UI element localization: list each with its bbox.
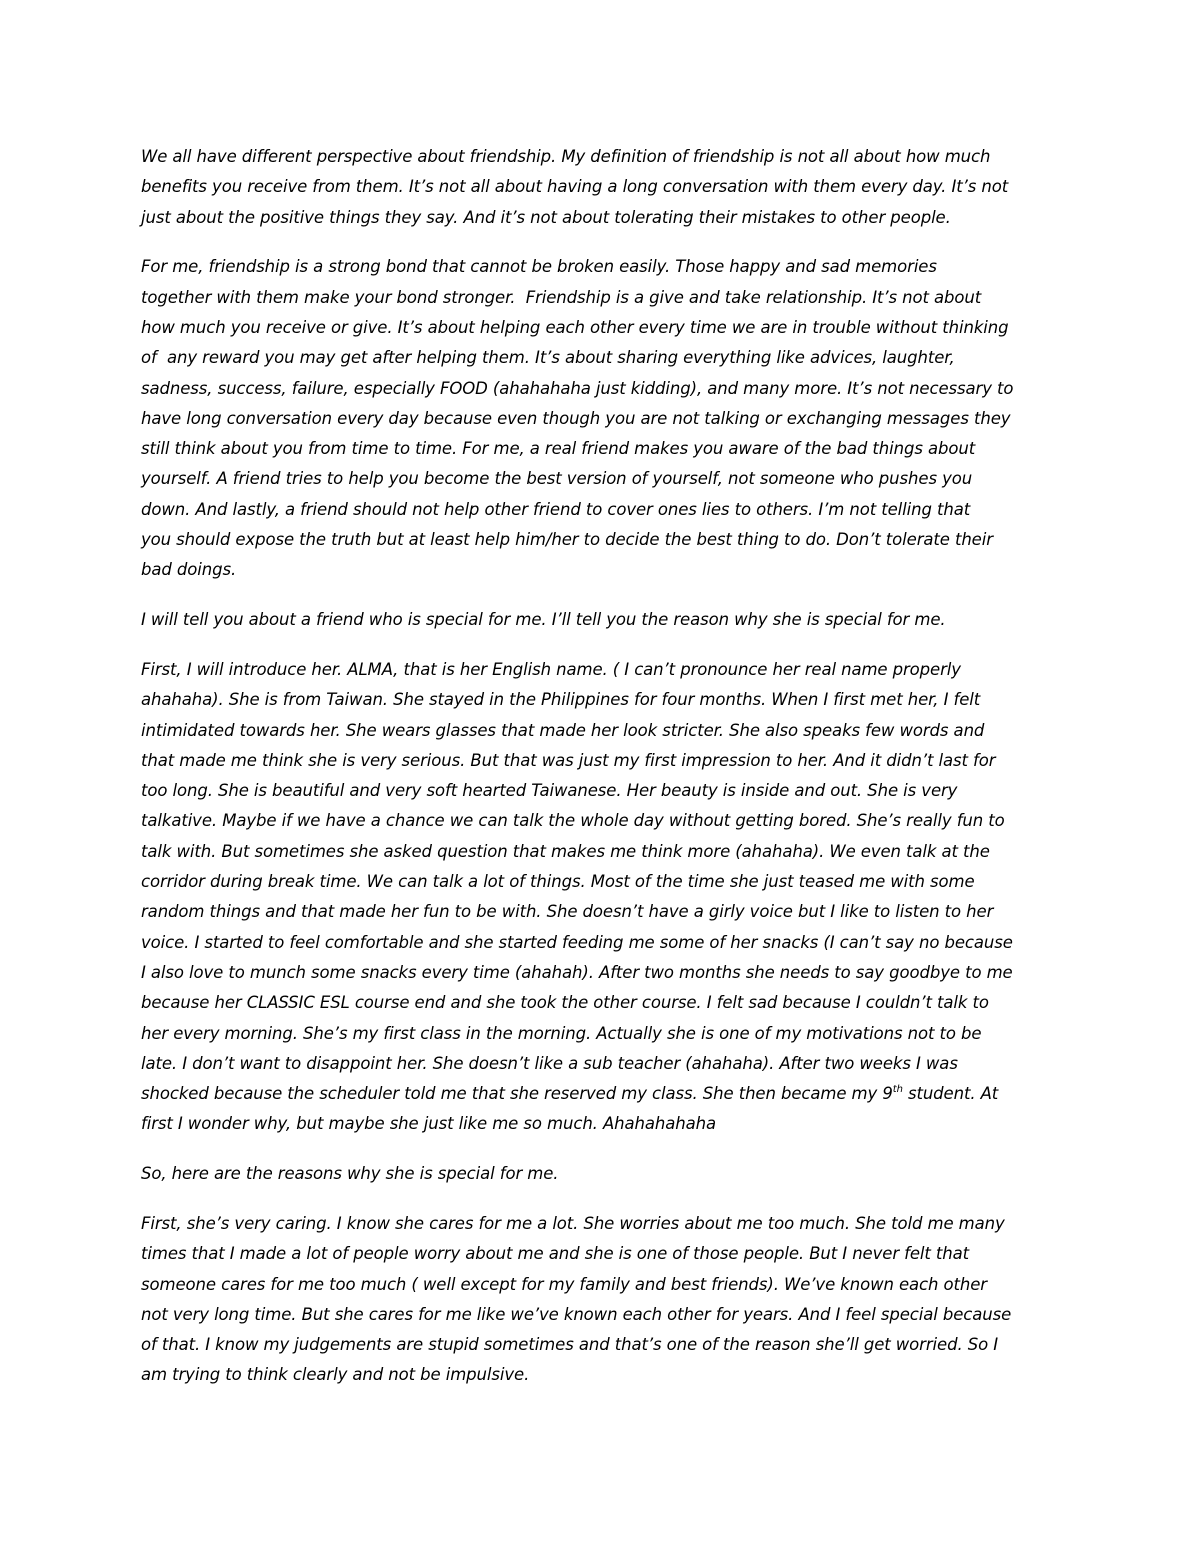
text-line: because her CLASSIC ESL course end and she took the other course. I felt sad because I couldn’t talk to (141, 993, 989, 1013)
text-line: benefits you receive from them. It’s not all about having a long conversation with them every day. It’s not (141, 177, 1009, 197)
text-line: that made me think she is very serious. But that was just my first impression to her. And it didn’t last for (141, 750, 996, 770)
text-run: shocked because the scheduler told me that she reserved my class. She then became my 9 (141, 1084, 893, 1104)
text-line: together with them make your bond stronger. Friendship is a give and take relationship. It’s not about (141, 287, 982, 307)
text-line: of any reward you may get after helping them. It’s about sharing everything like advices, laughter, (141, 348, 955, 368)
text-line: First, I will introduce her. ALMA, that is her English name. ( I can’t pronounce her real name properly (141, 659, 961, 679)
text-line: corridor during break time. We can talk a lot of things. Most of the time she just teased me with some (141, 872, 975, 892)
text-line: intimidated towards her. She wears glasses that made her look stricter. She also speaks few words and (141, 720, 985, 740)
paragraph-6 (141, 1209, 1063, 1391)
text-line: just about the positive things they say. And it’s not about tolerating their mistakes to other people. (141, 207, 951, 227)
text-line: First, she’s very caring. I know she cares for me a lot. She worries about me too much. She told me many (141, 1214, 1005, 1233)
text-line: ahahaha). She is from Taiwan. She stayed in the Philippines for four months. When I first met her, I felt (141, 690, 981, 710)
text-line: am trying to think clearly and not be impulsive. (141, 1365, 530, 1385)
text-line: not very long time. But she cares for me like we’ve known each other for years. And I feel special because (141, 1304, 1012, 1324)
text-line: of that. I know my judgements are stupid sometimes and that’s one of the reason she’ll get worried. So I (141, 1335, 999, 1355)
text-line: have long conversation every day because even though you are not talking or exchanging messages they (141, 408, 1011, 428)
text-line: bad doings. (141, 560, 237, 580)
paragraph-5 (141, 1159, 1063, 1189)
text-line: first I wonder why, but maybe she just like me so much. Ahahahahaha (141, 1114, 716, 1134)
text-line: So, here are the reasons why she is special for me. (141, 1164, 559, 1184)
text-line-ordinal (141, 1079, 1063, 1109)
text-line: talkative. Maybe if we have a chance we can talk the whole day without getting bored. She’s really fun to (141, 811, 1005, 831)
text-line: I also love to munch some snacks every time (ahahah). After two months she needs to say goodbye to me (141, 962, 1013, 982)
text-line: too long. She is beautiful and very soft hearted Taiwanese. Her beauty is inside and out. She is very (141, 781, 958, 801)
text-line: For me, friendship is a strong bond that cannot be broken easily. Those happy and sad memories (141, 257, 937, 277)
paragraph-2 (141, 252, 1063, 585)
text-line: sadness, success, failure, especially FOOD (ahahahaha just kidding), and many more. It’s not necessary to (141, 378, 1014, 398)
text-line: late. I don’t want to disappoint her. She doesn’t like a sub teacher (ahahaha). After two weeks I was (141, 1053, 958, 1073)
paragraph-1 (141, 142, 1063, 233)
text-line: voice. I started to feel comfortable and she started feeding me some of her snacks (I can’t say no because (141, 932, 1013, 952)
paragraph-3 (141, 605, 1063, 635)
text-line: how much you receive or give. It’s about helping each other every time we are in trouble without thinking (141, 317, 1009, 337)
text-line: We all have different perspective about friendship. My definition of friendship is not all about how much (141, 147, 991, 166)
text-line: times that I made a lot of people worry about me and she is one of those people. But I never felt that (141, 1244, 970, 1264)
text-run: student. At (902, 1084, 999, 1104)
text-line: still think about you from time to time. For me, a real friend makes you aware of the bad things about (141, 439, 976, 459)
text-line: her every morning. She’s my first class in the morning. Actually she is one of my motivations not to be (141, 1023, 982, 1043)
text-line: someone cares for me too much ( well except for my family and best friends). We’ve known each other (141, 1274, 987, 1294)
text-line: random things and that made her fun to be with. She doesn’t have a girly voice but I like to listen to her (141, 902, 994, 922)
text-line: you should expose the truth but at least help him/her to decide the best thing to do. Don’t tolerate their (141, 530, 993, 550)
document-body (141, 142, 1063, 1410)
text-line: yourself. A friend tries to help you become the best version of yourself, not someone who pushes you (141, 469, 973, 489)
ordinal-superscript: th (892, 1084, 903, 1096)
text-line: talk with. But sometimes she asked question that makes me think more (ahahaha). We even talk at the (141, 841, 990, 861)
text-line: down. And lastly, a friend should not help other friend to cover ones lies to others. I’m not telling that (141, 499, 971, 519)
paragraph-4 (141, 655, 1063, 1140)
text-line: I will tell you about a friend who is special for me. I’ll tell you the reason why she is special for me. (141, 610, 946, 630)
